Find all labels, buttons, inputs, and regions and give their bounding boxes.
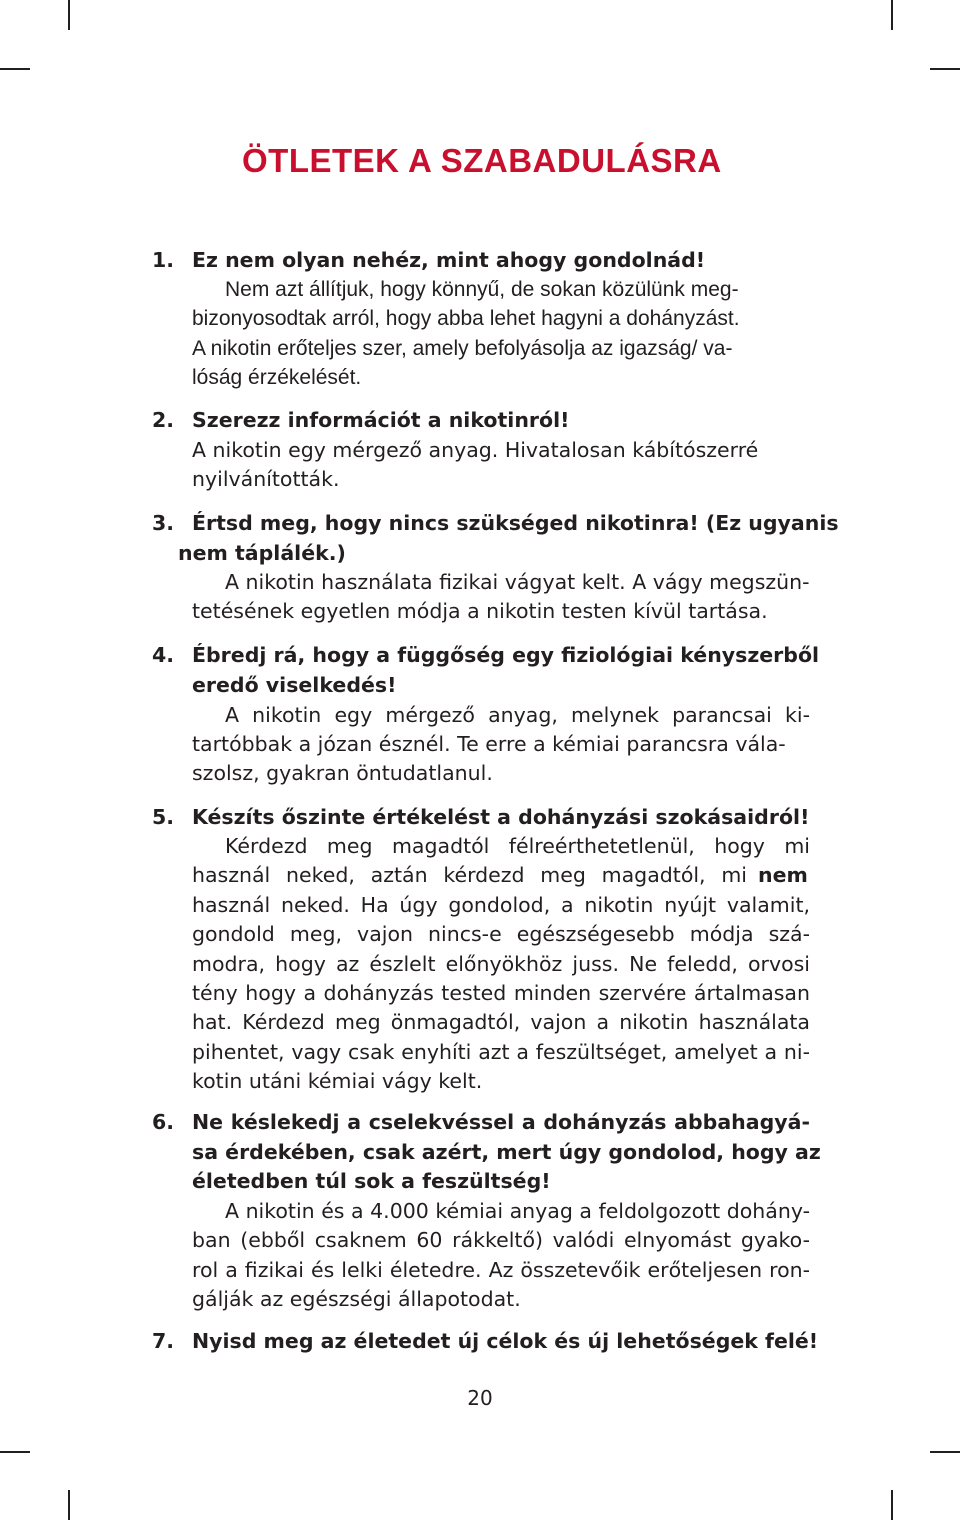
item-heading: Szerezz információt a nikotinról! [192, 408, 570, 432]
item-body-line: pihentet, vagy csak enyhíti azt a feszültséget, amelyet a ni- [192, 1040, 810, 1064]
item-body-line: ban (ebből csaknem 60 rákkeltő) valódi elnyomást gyako- [192, 1228, 810, 1252]
item-body-line: hat. Kérdezd meg önmagadtól, vajon a nikotin használata [192, 1010, 810, 1034]
item-body-line: tetésének egyetlen módja a nikotin testen kívül tartása. [192, 599, 768, 623]
item-body-line: A nikotin egy mérgező anyag, melynek parancsai ki- [225, 703, 810, 727]
item-number: 2. [152, 408, 175, 432]
item-body-line: használ neked, aztán kérdezd meg magadtól, mi [192, 863, 747, 887]
item-number: 1. [152, 248, 175, 272]
item-heading: életedben túl sok a feszültség! [192, 1169, 551, 1193]
item-number: 3. [152, 511, 175, 535]
item-heading: Ne késlekedj a cselekvéssel a dohányzás abbahagyá- [192, 1110, 810, 1134]
item-body-line: Kérdezd meg magadtól félreérthetetlenül, hogy mi [225, 834, 810, 858]
item-body-line: A nikotin használata fizikai vágyat kelt. A vágy megszün- [225, 570, 810, 594]
item-body-line: modra, hogy az észlelt előnyökhöz juss. Ne feledd, orvosi [192, 952, 810, 976]
item-number: 4. [152, 643, 175, 667]
page-number: 20 [467, 1386, 493, 1410]
item-body-line: rol a fizikai és lelki életedre. Az összetevőik erőteljesen ron- [192, 1258, 810, 1282]
item-body-line: A nikotin erőteljes szer, amely befolyásolja az igazság/ va- [192, 337, 733, 360]
crop-mark [891, 0, 893, 30]
item-heading: sa érdekében, csak azért, mert úgy gondolod, hogy az [192, 1140, 821, 1164]
item-body-line: használ neked. Ha úgy gondolod, a nikotin nyújt valamit, [192, 893, 810, 917]
page-title: ÖTLETEK A SZABADULÁSRA [242, 142, 722, 179]
item-body-line: tartóbbak a józan észnél. Te erre a kémiai parancsra vála- [192, 732, 786, 756]
crop-mark [930, 1451, 960, 1453]
item-number: 7. [152, 1329, 175, 1353]
item-heading: Készíts őszinte értékelést a dohányzási szokásaidról! [192, 805, 810, 829]
item-heading: Ez nem olyan nehéz, mint ahogy gondolnád! [192, 248, 706, 272]
item-body-line: gondold meg, vajon nincs-e egészségesebb módja szá- [192, 922, 810, 946]
crop-mark [68, 0, 70, 30]
item-number: 5. [152, 805, 175, 829]
crop-mark [891, 1490, 893, 1520]
item-heading: Értsd meg, hogy nincs szükséged nikotinra! (Ez ugyanis [192, 511, 839, 535]
item-heading: nem táplálék.) [178, 541, 346, 565]
item-body-line: szolsz, gyakran öntudatlanul. [192, 761, 493, 785]
item-number: 6. [152, 1110, 175, 1134]
item-body-line: A nikotin és a 4.000 kémiai anyag a feldolgozott dohány- [225, 1199, 810, 1223]
emphasis-word: nem [758, 863, 808, 887]
item-heading: Ébredj rá, hogy a függőség egy fiziológiai kényszerből [192, 643, 820, 667]
item-body-line: lóság érzékelését. [192, 366, 362, 389]
item-body-line: bizonyosodtak arról, hogy abba lehet hagyni a dohányzást. [192, 307, 740, 330]
item-body-line: nyilvánították. [192, 467, 340, 491]
crop-mark [930, 68, 960, 70]
item-body-line: tény hogy a dohányzás tested minden szervére ártalmasan [192, 981, 810, 1005]
item-body-line: Nem azt állítjuk, hogy könnyű, de sokan közülünk meg- [225, 278, 739, 301]
crop-mark [68, 1490, 70, 1520]
item-heading: Nyisd meg az életedet új célok és új lehetőségek felé! [192, 1329, 819, 1353]
crop-mark [0, 68, 30, 70]
item-body-line: gálják az egészségi állapotodat. [192, 1287, 521, 1311]
item-body-line: A nikotin egy mérgező anyag. Hivatalosan kábítószerré [192, 438, 759, 462]
crop-mark [0, 1451, 30, 1453]
item-heading: eredő viselkedés! [192, 673, 397, 697]
item-body-line: kotin utáni kémiai vágy kelt. [192, 1069, 483, 1093]
